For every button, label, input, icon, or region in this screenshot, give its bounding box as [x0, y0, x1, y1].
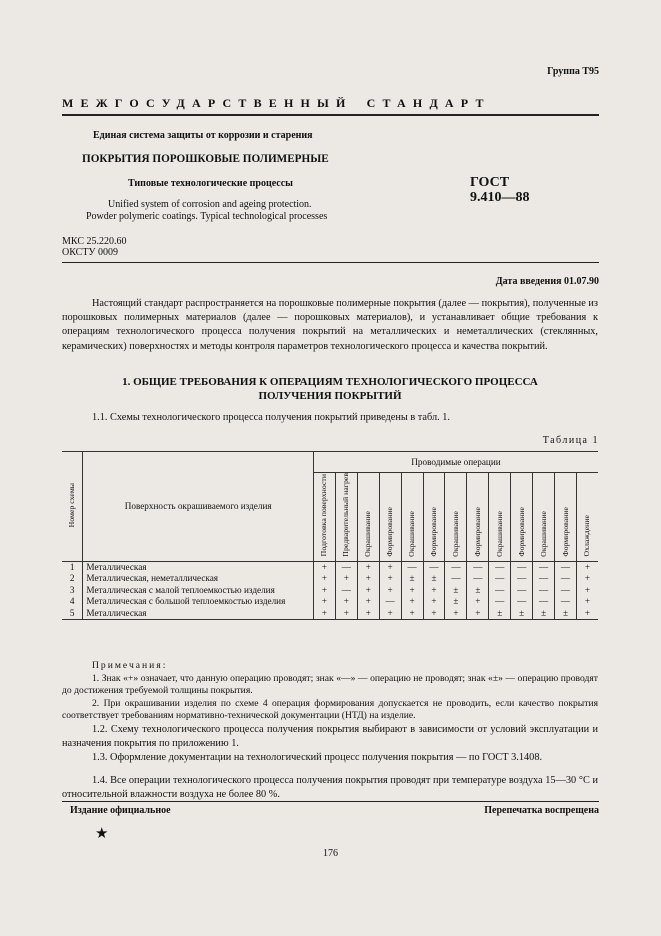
- table-header-operations: Проводимые операции: [313, 452, 598, 473]
- row-op-value: —: [467, 561, 489, 573]
- row-op-value: +: [401, 585, 423, 597]
- standard-header: [62, 96, 599, 111]
- row-op-value: +: [576, 596, 598, 608]
- row-op-value: +: [335, 573, 357, 585]
- row-surface: Металлическая, неметаллическая: [83, 573, 314, 585]
- table-label: Таблица 1: [542, 435, 599, 446]
- row-op-value: +: [313, 561, 335, 573]
- star-icon: ★: [95, 826, 109, 842]
- row-op-value: —: [555, 596, 577, 608]
- notes: [62, 660, 598, 723]
- header-rule: [62, 114, 599, 116]
- row-op-value: +: [313, 608, 335, 620]
- row-op-value: ±: [401, 573, 423, 585]
- clause-1-2: 1.2. Схему технологического процесса получения покрытия выбирают в зависимости от условий эксплуатации и назначения покрытия по приложению 1.: [62, 724, 598, 750]
- row-op-value: —: [335, 585, 357, 597]
- english-title-line1: Unified system of corrosion and ageing protection.: [108, 199, 312, 210]
- row-op-value: +: [576, 573, 598, 585]
- op-header-3: Окрашивание: [357, 473, 379, 562]
- okstu-code: ОКСТУ 0009: [62, 247, 119, 258]
- gost-number: 9.410—88: [470, 190, 530, 205]
- classification: [62, 236, 126, 258]
- clause-1-3: 1.3. Оформление документации на технологический процесс получения покрытия — по ГОСТ 3.1408.: [92, 752, 543, 763]
- reprint-prohibited: Перепечатка воспрещена: [484, 805, 599, 816]
- row-op-value: +: [576, 561, 598, 573]
- section-1-heading: [62, 375, 598, 403]
- row-op-value: +: [335, 596, 357, 608]
- intro-date: Дата введения 01.07.90: [495, 276, 599, 287]
- table-row: [62, 561, 598, 573]
- notes-heading: Примечания:: [92, 660, 168, 671]
- row-op-value: —: [533, 596, 555, 608]
- row-op-value: —: [401, 561, 423, 573]
- system-title: Единая система защиты от коррозии и старения: [93, 130, 313, 141]
- row-op-value: —: [511, 596, 533, 608]
- row-op-value: +: [401, 596, 423, 608]
- row-op-value: +: [423, 585, 445, 597]
- row-op-value: +: [357, 596, 379, 608]
- op-header-7: Окрашивание: [445, 473, 467, 562]
- clause-1-1: 1.1. Схемы технологического процесса получения покрытий приведены в табл. 1.: [92, 412, 450, 423]
- row-op-value: +: [445, 608, 467, 620]
- op-header-13: Охлаждение: [576, 473, 598, 562]
- row-op-value: —: [379, 596, 401, 608]
- english-title-line2: Powder polymeric coatings. Typical technological processes: [86, 211, 328, 222]
- row-op-value: —: [533, 561, 555, 573]
- row-op-value: —: [533, 573, 555, 585]
- op-header-9: Окрашивание: [489, 473, 511, 562]
- document-title: ПОКРЫТИЯ ПОРОШКОВЫЕ ПОЛИМЕРНЫЕ: [82, 153, 329, 165]
- table-row: [62, 573, 598, 585]
- table-header-surface: Поверхность окрашиваемого изделия: [83, 452, 314, 562]
- row-op-value: ±: [511, 608, 533, 620]
- row-op-value: —: [467, 573, 489, 585]
- row-scheme-number: 5: [69, 607, 75, 618]
- row-op-value: ±: [445, 585, 467, 597]
- table-row: [62, 596, 598, 608]
- row-op-value: +: [401, 608, 423, 620]
- row-op-value: +: [379, 561, 401, 573]
- row-surface: Металлическая: [83, 561, 314, 573]
- op-header-6: Формирование: [423, 473, 445, 562]
- row-surface: Металлическая с большой теплоемкостью изделия: [83, 596, 314, 608]
- row-op-value: +: [576, 608, 598, 620]
- document-subtitle: Типовые технологические процессы: [128, 178, 293, 189]
- row-op-value: ±: [423, 573, 445, 585]
- row-op-value: —: [555, 585, 577, 597]
- row-op-value: —: [489, 561, 511, 573]
- row-op-value: +: [379, 585, 401, 597]
- row-op-value: —: [489, 585, 511, 597]
- row-op-value: —: [555, 561, 577, 573]
- footer-rule: [62, 801, 599, 802]
- op-header-2: Предварительный нагрев: [335, 473, 357, 562]
- row-op-value: +: [357, 561, 379, 573]
- row-surface: Металлическая: [83, 608, 314, 620]
- table-row: [62, 608, 598, 620]
- group-label: Группа Т95: [547, 66, 599, 77]
- op-header-4: Формирование: [379, 473, 401, 562]
- section-1-heading-line2: ПОЛУЧЕНИЯ ПОКРЫТИЙ: [258, 390, 402, 402]
- page-number: 176: [323, 848, 338, 859]
- row-op-value: —: [335, 561, 357, 573]
- op-header-8: Формирование: [467, 473, 489, 562]
- row-op-value: +: [313, 585, 335, 597]
- row-scheme-number: 1: [69, 561, 75, 572]
- row-op-value: ±: [555, 608, 577, 620]
- row-op-value: —: [533, 585, 555, 597]
- row-op-value: —: [423, 561, 445, 573]
- note-2: 2. При окрашивании изделия по схеме 4 операция формирования допускается не проводить, если качество покрытия соответствует требованиям нормативно-технической документации (НТД) на изделие.: [62, 697, 598, 722]
- row-op-value: +: [379, 573, 401, 585]
- gost-designation: [470, 175, 530, 205]
- row-op-value: +: [467, 608, 489, 620]
- gost-label: ГОСТ: [470, 175, 510, 190]
- row-op-value: ±: [467, 585, 489, 597]
- mks-code: МКС 25.220.60: [62, 236, 127, 247]
- row-op-value: +: [423, 608, 445, 620]
- row-scheme-number: 3: [69, 584, 75, 595]
- row-op-value: ±: [489, 608, 511, 620]
- row-scheme-number: 2: [69, 573, 75, 584]
- op-header-1: Подготовка поверхности: [313, 473, 335, 562]
- row-op-value: +: [357, 608, 379, 620]
- row-op-value: —: [489, 573, 511, 585]
- op-header-5: Окрашивание: [401, 473, 423, 562]
- note-1: 1. Знак «+» означает, что данную операцию проводят; знак «—» — операцию не проводят; знак «±» — операцию проводят до достижения требуемой толщины покрытия.: [62, 672, 598, 697]
- row-op-value: +: [313, 573, 335, 585]
- row-op-value: +: [335, 608, 357, 620]
- op-header-12: Формирование: [555, 473, 577, 562]
- row-op-value: +: [357, 573, 379, 585]
- official-edition: Издание официальное: [70, 805, 171, 816]
- row-op-value: —: [445, 573, 467, 585]
- row-op-value: +: [379, 608, 401, 620]
- row-scheme-number: 4: [69, 596, 75, 607]
- section-1-heading-line1: 1. ОБЩИЕ ТРЕБОВАНИЯ К ОПЕРАЦИЯМ ТЕХНОЛОГИЧЕСКОГО ПРОЦЕССА: [122, 376, 538, 388]
- row-op-value: —: [511, 561, 533, 573]
- clause-1-4: 1.4. Все операции технологического процесса получения покрытия проводят при температуре воздуха 15—30 °С и относительной влажности воздуха не более 80 %.: [62, 775, 598, 801]
- standard-word-interstate: МЕЖГОСУДАРСТВЕННЫЙ: [62, 96, 353, 110]
- row-op-value: ±: [533, 608, 555, 620]
- row-op-value: —: [489, 596, 511, 608]
- row-surface: Металлическая с малой теплоемкостью изделия: [83, 585, 314, 597]
- intro-paragraph: Настоящий стандарт распространяется на порошковые полимерные покрытия (далее — покрытия), полученные из порошковых полимерных материалов (далее — порошковых материалов), и устанавливает общие требования к операциям технологического процесса получения покрытий на металлических и неметаллических (стеклянных, керамических) поверхностях и методы контроля параметров технологического процесса и качества покрытий.: [62, 298, 598, 352]
- row-op-value: —: [511, 585, 533, 597]
- row-op-value: +: [423, 596, 445, 608]
- row-op-value: —: [511, 573, 533, 585]
- row-op-value: —: [445, 561, 467, 573]
- row-op-value: —: [555, 573, 577, 585]
- table-body: [62, 561, 598, 620]
- row-op-value: +: [313, 596, 335, 608]
- row-op-value: +: [357, 585, 379, 597]
- table-row: [62, 585, 598, 597]
- operations-table: [62, 451, 598, 620]
- table-header-scheme: Номер схемы: [62, 452, 83, 562]
- row-op-value: +: [467, 596, 489, 608]
- op-header-10: Формирование: [511, 473, 533, 562]
- row-op-value: ±: [445, 596, 467, 608]
- standard-word-standard: СТАНДАРТ: [366, 96, 491, 110]
- row-op-value: +: [576, 585, 598, 597]
- classification-rule: [62, 262, 599, 263]
- op-header-11: Окрашивание: [533, 473, 555, 562]
